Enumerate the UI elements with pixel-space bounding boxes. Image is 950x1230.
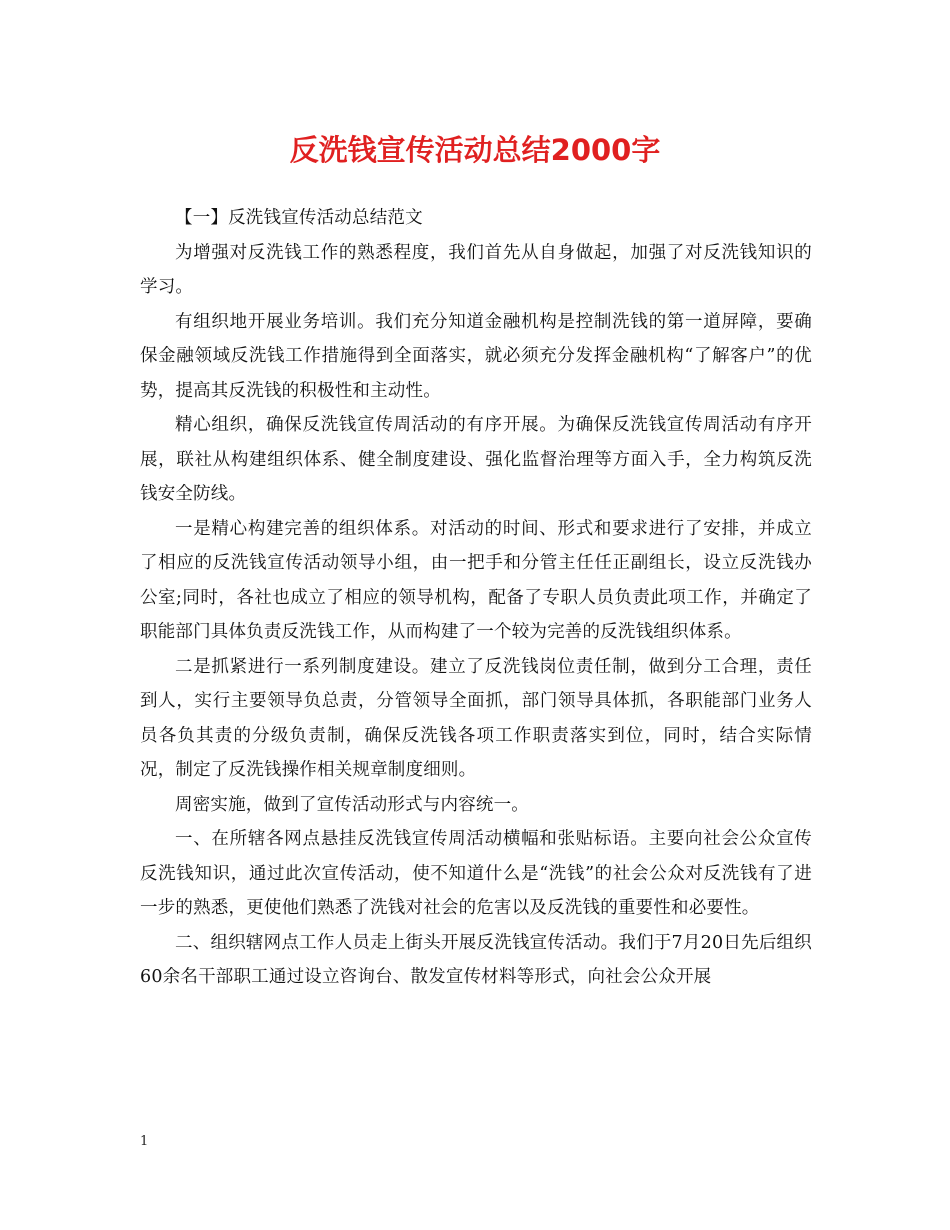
paragraph: 二是抓紧进行一系列制度建设。建立了反洗钱岗位责任制，做到分工合理，责任到人，实行主要领导负总责，分管领导全面抓，部门领导具体抓，各职能部门业务人员各负其责的分级负责制，确保反洗钱各项工作职责落实到位，同时，结合实际情况，制定了反洗钱操作相关规章制度细则。 (140, 656, 812, 780)
paragraph: 一是精心构建完善的组织体系。对活动的时间、形式和要求进行了安排，并成立了相应的反洗钱宣传活动领导小组，由一把手和分管主任任正副组长，设立反洗钱办公室;同时，各社也成立了相应的领导机构，配备了专职人员负责此项工作，并确定了职能部门具体负责反洗钱工作，从而构建了一个较为完善的反洗钱组织体系。 (140, 518, 812, 642)
section-heading: 【一】反洗钱宣传活动总结范文 (175, 208, 423, 228)
paragraph: 为增强对反洗钱工作的熟悉程度，我们首先从自身做起，加强了对反洗钱知识的学习。 (140, 242, 812, 297)
paragraph: 有组织地开展业务培训。我们充分知道金融机构是控制洗钱的第一道屏障，要确保金融领域反洗钱工作措施得到全面落实，就必须充分发挥金融机构“了解客户”的优势，提高其反洗钱的积极性和主动性。 (140, 311, 812, 401)
document-title: 反洗钱宣传活动总结2000字 (289, 133, 661, 167)
paragraph: 一、在所辖各网点悬挂反洗钱宣传周活动横幅和张贴标语。主要向社会公众宣传反洗钱知识，通过此次宣传活动，使不知道什么是“洗钱”的社会公众对反洗钱有了进一步的熟悉，更使他们熟悉了洗钱对社会的危害以及反洗钱的重要性和必要性。 (140, 829, 812, 918)
paragraph: 二、组织辖网点工作人员走上街头开展反洗钱宣传活动。我们于7月20日先后组织60余名干部职工通过设立咨询台、散发宣传材料等形式，向社会公众开展 (140, 932, 812, 987)
paragraph: 周密实施，做到了宣传活动形式与内容统一。 (175, 794, 529, 815)
paragraph: 精心组织，确保反洗钱宣传周活动的有序开展。为确保反洗钱宣传周活动有序开展，联社从构建组织体系、健全制度建设、强化监督治理等方面入手，全力构筑反洗钱安全防线。 (140, 415, 812, 504)
document-body (140, 201, 812, 995)
page-number: 1 (140, 1134, 149, 1149)
